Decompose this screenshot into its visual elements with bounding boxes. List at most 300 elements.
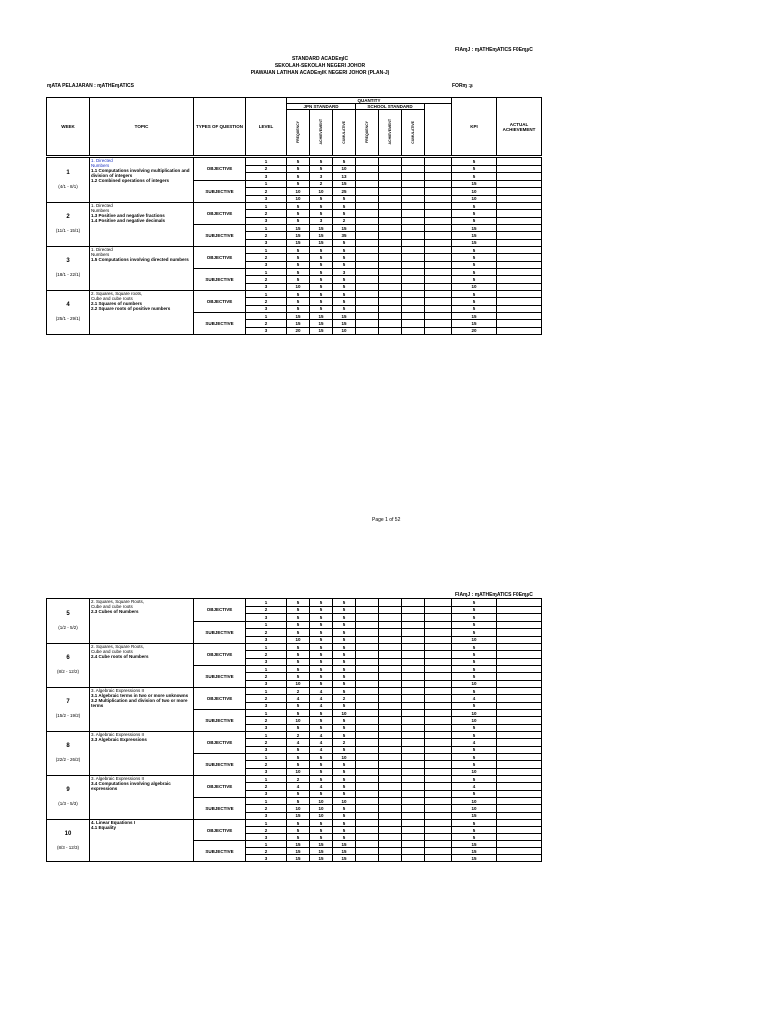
level-cell: 1	[246, 753, 287, 760]
school-cell	[425, 797, 452, 804]
week-dates: (8/3 - 12/3)	[56, 844, 79, 850]
quantity-cell: 5	[333, 195, 356, 203]
quantity-cell: 5	[287, 173, 310, 181]
topic-line: Numbers	[91, 252, 110, 257]
kpi-cell: 15	[452, 848, 497, 855]
week-block	[46, 290, 542, 335]
school-cell	[425, 291, 452, 298]
school-cell	[402, 276, 425, 283]
kpi-cell: 5	[452, 644, 497, 651]
actual-cell	[497, 717, 542, 724]
school-cell	[425, 276, 452, 283]
school-cell	[356, 797, 379, 804]
jpn-header: JPN STANDARD	[287, 104, 356, 110]
school-cell	[356, 805, 379, 812]
level-cell: 2	[246, 761, 287, 768]
quantity-header: QUANTITY	[287, 98, 452, 104]
kpi-cell: 5	[452, 210, 497, 217]
quantity-cell: 15	[287, 239, 310, 246]
quantity-cell: 5	[310, 165, 333, 173]
header-table	[46, 97, 542, 156]
school-cell	[425, 629, 452, 637]
quantity-cell: 5	[287, 753, 310, 760]
week-dates: (1/2 - 5/2)	[58, 625, 78, 630]
kpi-cell: 5	[452, 203, 497, 210]
level-cell: 2	[246, 232, 287, 239]
school-cell	[379, 276, 402, 283]
school-cell	[356, 232, 379, 239]
school-cell	[379, 855, 402, 862]
quantity-cell: 2	[310, 180, 333, 188]
school-cell	[425, 158, 452, 166]
quantity-cell: 5	[333, 247, 356, 254]
quantity-cell: 3	[333, 268, 356, 275]
school-cell	[425, 827, 452, 834]
school-cell	[402, 644, 425, 651]
school-cell	[402, 797, 425, 804]
quantity-cell: 5	[333, 158, 356, 166]
quantity-cell: 15	[333, 855, 356, 862]
school-cell	[425, 665, 452, 672]
title-line-2: SEKOLAH-SEKOLAH NEGERI JOHOR	[274, 63, 366, 69]
school-cell	[379, 776, 402, 783]
quantity-cell: 5	[310, 614, 333, 622]
quantity-cell: 5	[333, 790, 356, 797]
kpi-cell: 5	[452, 702, 497, 709]
subjective-label: SUBJECTIVE	[194, 753, 246, 775]
level-cell: 2	[246, 276, 287, 283]
school-cell	[356, 688, 379, 695]
level-cell: 1	[246, 158, 287, 166]
school-cell	[356, 276, 379, 283]
school-cell	[379, 827, 402, 834]
quantity-cell: 5	[287, 702, 310, 709]
school-cell	[356, 848, 379, 855]
quantity-cell: 5	[287, 820, 310, 827]
school-cell	[379, 834, 402, 841]
level-cell: 2	[246, 848, 287, 855]
school-cell	[402, 848, 425, 855]
actual-cell	[497, 614, 542, 622]
quantity-cell: 5	[310, 673, 333, 680]
quantity-cell: 5	[287, 644, 310, 651]
quantity-cell: 15	[287, 320, 310, 327]
quantity-cell: 10	[333, 327, 356, 334]
school-cell	[425, 327, 452, 334]
quantity-cell: 15	[310, 320, 333, 327]
quantity-cell: 5	[287, 724, 310, 731]
school-cell	[356, 841, 379, 848]
sub-header: CUMULATIVE	[341, 120, 346, 144]
school-cell	[425, 298, 452, 305]
kpi-cell: 5	[452, 629, 497, 637]
kpi-cell: 5	[452, 790, 497, 797]
school-cell	[425, 232, 452, 239]
school-cell	[425, 188, 452, 196]
school-cell	[379, 739, 402, 746]
school-cell	[356, 158, 379, 166]
actual-cell	[497, 224, 542, 231]
topic-cell	[90, 644, 194, 688]
subject-label: ɱATA PELAJARAN : ɱATHEɱATICS	[47, 83, 134, 89]
school-cell	[402, 224, 425, 231]
actual-cell	[497, 746, 542, 753]
quantity-cell: 5	[310, 629, 333, 637]
week-cell	[47, 247, 90, 291]
quantity-cell: 5	[287, 797, 310, 804]
week-cell	[47, 203, 90, 247]
actual-cell	[497, 688, 542, 695]
level-cell: 2	[246, 210, 287, 217]
sub-header: FREQUENCY	[295, 121, 300, 143]
actual-cell	[497, 709, 542, 716]
actual-cell	[497, 855, 542, 862]
school-cell	[425, 644, 452, 651]
actual-cell	[497, 312, 542, 319]
level-cell: 3	[246, 724, 287, 731]
quantity-cell: 5	[287, 629, 310, 637]
topic-cell	[90, 599, 194, 644]
quantity-cell: 5	[333, 261, 356, 268]
kpi-cell: 5	[452, 621, 497, 629]
quantity-cell: 10	[287, 636, 310, 644]
kpi-cell: 5	[452, 173, 497, 181]
kpi-cell: 15	[452, 320, 497, 327]
topic-line: Cube and cube roots	[91, 649, 133, 654]
school-cell	[425, 268, 452, 275]
kpi-cell: 4	[452, 739, 497, 746]
level-cell: 2	[246, 629, 287, 637]
school-cell	[402, 688, 425, 695]
week-cell	[47, 820, 90, 862]
quantity-cell: 5	[310, 724, 333, 731]
school-cell	[402, 614, 425, 622]
actual-cell	[497, 158, 542, 166]
quantity-cell: 5	[333, 834, 356, 841]
kpi-cell: 10	[452, 188, 497, 196]
school-cell	[402, 790, 425, 797]
quantity-cell: 10	[333, 709, 356, 716]
actual-cell	[497, 276, 542, 283]
kpi-cell: 5	[452, 658, 497, 665]
school-cell	[356, 673, 379, 680]
sub-header: FREQUENCY	[364, 121, 369, 143]
topic-line: 3.3 Algebraic Expressions	[91, 737, 147, 742]
level-cell: 2	[246, 651, 287, 658]
school-cell	[425, 761, 452, 768]
school-cell	[425, 320, 452, 327]
quantity-cell: 5	[310, 291, 333, 298]
actual-cell	[497, 261, 542, 268]
title-line-1: STANDARD ACADEɱIC	[291, 56, 349, 62]
quantity-cell: 5	[333, 776, 356, 783]
kpi-cell: 5	[452, 746, 497, 753]
school-cell	[402, 761, 425, 768]
quantity-cell: 10	[287, 805, 310, 812]
school-cell	[425, 210, 452, 217]
kpi-cell: 5	[452, 827, 497, 834]
kpi-cell: 5	[452, 158, 497, 166]
school-cell	[425, 658, 452, 665]
level-cell: 1	[246, 644, 287, 651]
quantity-cell: 5	[310, 651, 333, 658]
school-cell	[356, 224, 379, 231]
level-cell: 2	[246, 298, 287, 305]
topic-line: 2.1 Squares of numbers	[91, 301, 143, 306]
school-cell	[379, 224, 402, 231]
quantity-cell: 5	[333, 820, 356, 827]
level-cell: 2	[246, 739, 287, 746]
level-cell: 3	[246, 855, 287, 862]
topic-line: 1.4 Positive and negative decimals	[91, 218, 166, 223]
school-cell	[402, 599, 425, 607]
quantity-cell: 5	[310, 305, 333, 312]
school-cell	[402, 247, 425, 254]
school-cell	[356, 783, 379, 790]
school-cell	[379, 180, 402, 188]
school-cell	[425, 855, 452, 862]
quantity-cell: 5	[287, 210, 310, 217]
school-cell	[356, 180, 379, 188]
school-cell	[425, 732, 452, 739]
school-cell	[356, 709, 379, 716]
school-cell	[379, 158, 402, 166]
quantity-cell: 15	[287, 312, 310, 319]
week-dates: (11/1 - 15/1)	[55, 228, 81, 234]
kpi-cell: 5	[452, 254, 497, 261]
level-cell: 2	[246, 320, 287, 327]
level-cell: 1	[246, 776, 287, 783]
objective-label: OBJECTIVE	[194, 644, 246, 666]
week-cell	[47, 599, 90, 644]
school-cell	[425, 783, 452, 790]
kpi-cell: 5	[452, 291, 497, 298]
week-header: WEEK	[47, 98, 90, 156]
school-cell	[425, 717, 452, 724]
quantity-cell: 15	[333, 180, 356, 188]
kpi-cell: 10	[452, 709, 497, 716]
kpi-cell: 5	[452, 165, 497, 173]
kpi-cell: 4	[452, 695, 497, 702]
actual-cell	[497, 820, 542, 827]
kpi-cell: 10	[452, 717, 497, 724]
school-cell	[425, 776, 452, 783]
quantity-cell: 5	[287, 291, 310, 298]
level-cell: 1	[246, 247, 287, 254]
quantity-cell: 5	[287, 180, 310, 188]
quantity-cell: 5	[287, 276, 310, 283]
level-cell: 3	[246, 768, 287, 775]
quantity-cell: 10	[287, 188, 310, 196]
week-number: 10	[64, 830, 72, 837]
week-block	[46, 598, 542, 644]
quantity-cell: 5	[333, 636, 356, 644]
school-cell	[379, 320, 402, 327]
actual-cell	[497, 695, 542, 702]
school-cell	[402, 658, 425, 665]
school-cell	[379, 298, 402, 305]
kpi-cell: 5	[452, 651, 497, 658]
quantity-cell: 5	[310, 621, 333, 629]
school-cell	[402, 217, 425, 224]
quantity-cell: 5	[310, 753, 333, 760]
school-cell	[402, 165, 425, 173]
school-cell	[402, 180, 425, 188]
school-cell	[402, 776, 425, 783]
school-cell	[379, 805, 402, 812]
school-cell	[356, 658, 379, 665]
school-cell	[356, 732, 379, 739]
actual-cell	[497, 702, 542, 709]
school-cell	[356, 834, 379, 841]
kpi-cell: 4	[452, 783, 497, 790]
school-cell	[379, 188, 402, 196]
actual-cell	[497, 776, 542, 783]
school-cell	[402, 753, 425, 760]
quantity-cell: 5	[310, 203, 333, 210]
week-cell	[47, 732, 90, 776]
week-cell	[47, 158, 90, 203]
level-cell: 2	[246, 805, 287, 812]
school-cell	[402, 261, 425, 268]
school-cell	[379, 702, 402, 709]
school-cell	[379, 841, 402, 848]
level-cell: 2	[246, 254, 287, 261]
quantity-cell: 2	[333, 217, 356, 224]
topic-line: 3. Algebraic Expressions II	[91, 776, 145, 781]
week-dates: (25/1 - 29/1)	[55, 316, 81, 322]
school-cell	[356, 717, 379, 724]
school-cell	[379, 753, 402, 760]
topic-line: 1.2 Combined operations of integers	[91, 178, 170, 183]
school-cell	[402, 827, 425, 834]
level-cell: 3	[246, 305, 287, 312]
school-cell	[402, 841, 425, 848]
school-cell	[402, 254, 425, 261]
topic-line: 2.3 Cubes of Numbers	[91, 609, 139, 614]
week-dates: (4/1 - 8/1)	[58, 184, 78, 189]
school-cell	[402, 606, 425, 614]
level-cell: 1	[246, 820, 287, 827]
objective-label: OBJECTIVE	[194, 291, 246, 313]
school-cell	[356, 599, 379, 607]
week-block	[46, 157, 542, 203]
week-dates: (18/1 - 22/1)	[55, 272, 81, 278]
actual-cell	[497, 848, 542, 855]
actual-cell	[497, 180, 542, 188]
quantity-cell: 10	[287, 283, 310, 290]
kpi-cell: 15	[452, 232, 497, 239]
actual-cell	[497, 210, 542, 217]
quantity-cell: 15	[310, 848, 333, 855]
school-cell	[425, 739, 452, 746]
topic-line: 1. Directed	[91, 203, 113, 208]
school-cell	[356, 254, 379, 261]
school-cell	[356, 644, 379, 651]
level-cell: 3	[246, 746, 287, 753]
school-cell	[379, 173, 402, 181]
kpi-cell: 10	[452, 636, 497, 644]
quantity-cell: 10	[333, 753, 356, 760]
quantity-cell: 35	[333, 232, 356, 239]
types-header: TYPES OF QUESTION	[194, 98, 246, 156]
quantity-cell: 5	[333, 805, 356, 812]
quantity-cell: 5	[333, 665, 356, 672]
quantity-cell: 5	[310, 599, 333, 607]
week-cell	[47, 644, 90, 688]
school-cell	[356, 790, 379, 797]
week-block	[46, 819, 542, 862]
actual-cell	[497, 805, 542, 812]
kpi-cell: 5	[452, 217, 497, 224]
quantity-cell: 5	[287, 298, 310, 305]
week-block	[46, 687, 542, 732]
quantity-cell: 5	[310, 768, 333, 775]
kpi-cell: 5	[452, 614, 497, 622]
school-cell	[379, 695, 402, 702]
school-cell	[356, 327, 379, 334]
level-cell: 3	[246, 239, 287, 246]
quantity-cell: 4	[310, 739, 333, 746]
school-cell	[425, 695, 452, 702]
quantity-cell: 5	[310, 283, 333, 290]
subjective-label: SUBJECTIVE	[194, 180, 246, 203]
objective-label: OBJECTIVE	[194, 732, 246, 754]
school-cell	[402, 695, 425, 702]
quantity-cell: 5	[333, 702, 356, 709]
level-cell: 2	[246, 606, 287, 614]
school-cell	[356, 621, 379, 629]
quantity-cell: 2	[333, 695, 356, 702]
school-cell	[379, 606, 402, 614]
level-cell: 3	[246, 327, 287, 334]
quantity-cell: 5	[310, 776, 333, 783]
quantity-cell: 5	[333, 298, 356, 305]
quantity-cell: 5	[310, 680, 333, 687]
school-cell	[379, 621, 402, 629]
quantity-cell: 5	[287, 614, 310, 622]
subjective-label: SUBJECTIVE	[194, 224, 246, 246]
school-cell	[356, 606, 379, 614]
quantity-cell: 5	[333, 761, 356, 768]
sub-header: ACHIEVEMENT	[387, 119, 392, 145]
quantity-cell: 5	[287, 761, 310, 768]
actual-cell	[497, 254, 542, 261]
actual-cell	[497, 298, 542, 305]
school-cell	[356, 827, 379, 834]
school-cell	[356, 291, 379, 298]
actual-header: ACTUAL ACHIEVEMENT	[497, 98, 542, 156]
school-cell	[425, 254, 452, 261]
school-cell	[379, 291, 402, 298]
topic-line: 2. Squares, Square Roots,	[91, 599, 145, 604]
school-cell	[425, 305, 452, 312]
quantity-cell: 5	[333, 783, 356, 790]
topic-line: 3.1 Algebraic terms in two or more unknowns	[91, 693, 189, 698]
school-cell	[356, 746, 379, 753]
school-cell	[425, 746, 452, 753]
school-cell	[425, 834, 452, 841]
quantity-cell: 5	[287, 268, 310, 275]
school-cell	[425, 217, 452, 224]
week-block	[46, 202, 542, 247]
topic-line: 1.3 Positive and negative fractions	[91, 213, 165, 218]
school-cell	[356, 695, 379, 702]
quantity-cell: 5	[310, 834, 333, 841]
quantity-cell: 5	[333, 276, 356, 283]
school-cell	[356, 210, 379, 217]
quantity-cell: 5	[310, 298, 333, 305]
